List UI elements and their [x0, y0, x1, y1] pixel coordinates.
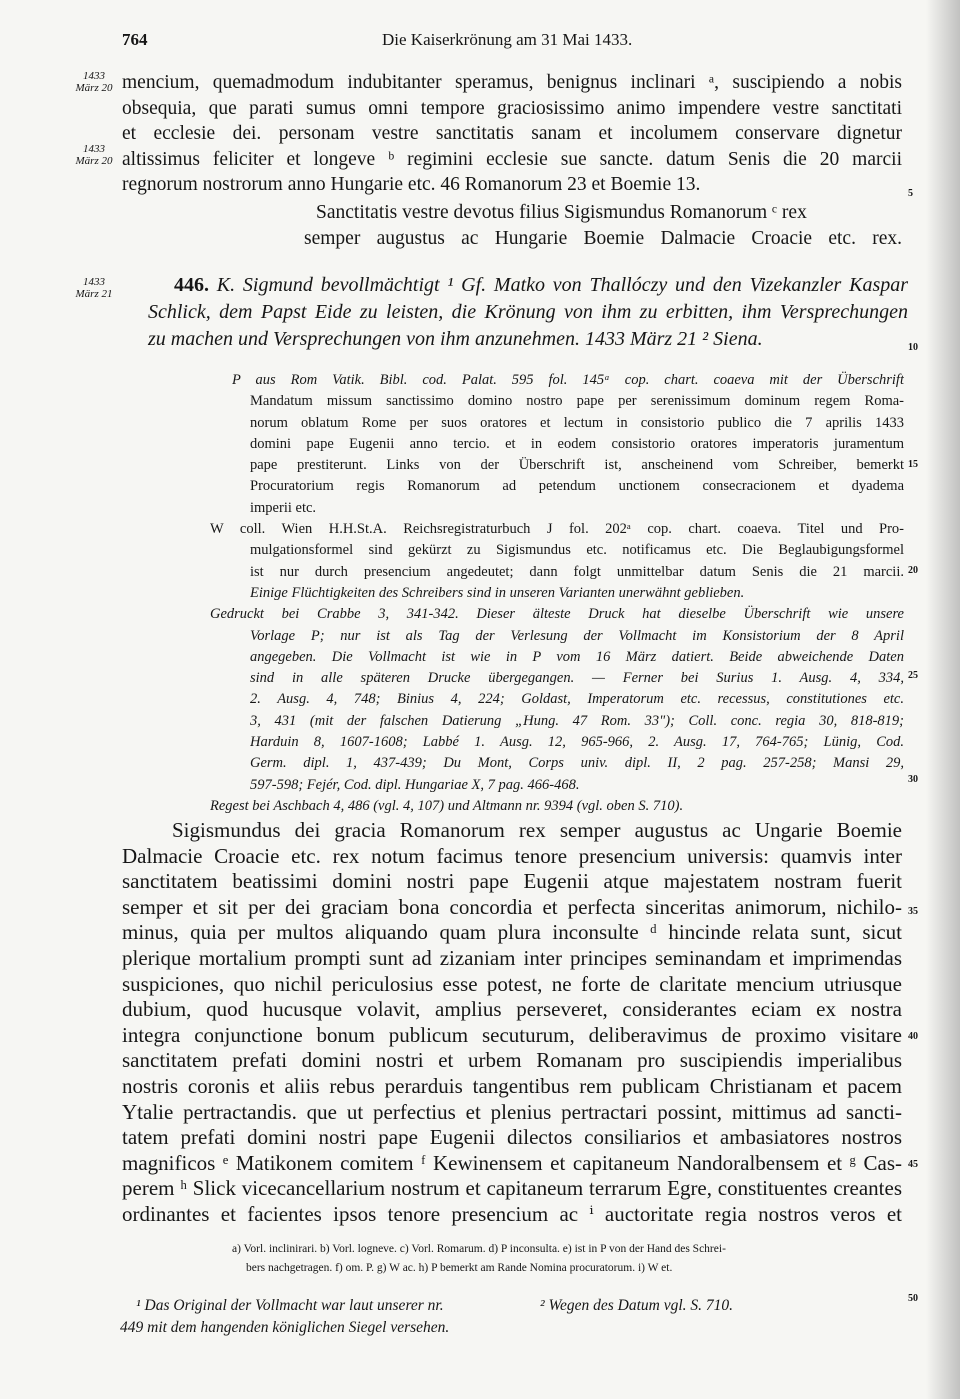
footnote-2: ² Wegen des Datum vgl. S. 710.	[540, 1297, 734, 1314]
apparatus-line: Procuratorium regis Romanorum ad petendum unctionem consecracionem et dyadema	[250, 478, 904, 495]
line-number: 25	[908, 670, 918, 681]
apparatus-line: pape prestiterunt. Links von der Überschrift ist, anscheinend vom Schreiber, bemerkt	[250, 457, 904, 474]
text-line: Ytalie pertractandis. que ut perfectius et plenius pertractari possint, mittimus ad sancti-	[122, 1099, 902, 1124]
text-line: minus, quia per multos aliquando quam plura inconsulte ᵈ hincinde relata sunt, sicut	[122, 920, 902, 945]
line-number: 5	[908, 188, 913, 199]
apparatus-line: Mandatum missum sanctissimo domino nostro pape per serenissimum dominum regem Roma-	[250, 393, 904, 410]
charter-text	[122, 818, 902, 1228]
apparatus-line: imperii etc.	[250, 499, 317, 516]
margin-date-day: März 21	[75, 288, 113, 300]
margin-date-year: 1433	[83, 276, 105, 288]
apparatus-line: 2. Ausg. 4, 748; Binius 4, 224; Goldast, Imperatorum etc. recessus, constitutiones etc.	[250, 691, 904, 708]
margin-date-day: März 20	[75, 155, 113, 167]
text-line: Dalmacie Croacie etc. rex notum facimus tenore presencium universis: quamvis inter	[122, 843, 902, 868]
source-apparatus	[210, 370, 904, 817]
text-line: suspiciones, quo nichil periculosius esse potest, ne forte de claritate mencium utriusque	[122, 971, 902, 996]
apparatus-line: 3, 431 (mit der falschen Datierung „Hung. 47 Rom. 33"); Coll. conc. regia 30, 818-819;	[250, 712, 904, 729]
line-number: 20	[908, 565, 918, 576]
text-line: nostris coronis et aliis rebus perarduis tangentibus rem publicam Christianam et pacem	[122, 1073, 902, 1098]
line-number: 15	[908, 459, 918, 470]
page-header	[122, 30, 902, 54]
text-line: altissimus feliciter et longeve ᵇ regimini ecclesie sue sancte. datum Senis die 20 marcii	[122, 148, 902, 170]
line-number: 45	[908, 1159, 918, 1170]
document-number: 446.	[174, 274, 209, 296]
variant-note-line: bers nachgetragen. f) om. P. g) W ac. h) P bemerkt am Rande Nomina procuratorum. i) W et.	[246, 1262, 673, 1274]
text-line: tatem prefati domini nostri pape Eugenii dilectos consiliarios et ambasiatores nostros	[122, 1125, 902, 1150]
previous-document-text	[122, 70, 902, 198]
apparatus-line: sind in alle späteren Drucke übergegangen. — Ferner bei Surius 1. Ausg. 4, 334,	[250, 670, 904, 687]
apparatus-line: Harduin 8, 1607-1608; Labbé 1. Ausg. 12, 965-966, 2. Ausg. 17, 764-765; Lünig, Cod.	[250, 734, 904, 751]
text-line: sanctitatem prefati domini nostri et urbem Romanam pro suscipiendis imperialibus	[122, 1048, 902, 1073]
text-line: Sigismundus dei gracia Romanorum rex semper augustus ac Ungarie Boemie	[172, 818, 902, 842]
apparatus-line: norum oblatum Rome per suos oratores et lectum in consistorio publico die 7 aprilis 1433	[250, 414, 904, 431]
footnote-1-cont: 449 mit dem hangenden königlichen Siegel versehen.	[120, 1319, 450, 1336]
line-number: 35	[908, 906, 918, 917]
apparatus-line: mulgationsformel sind gekürzt zu Sigismundus etc. notificamus etc. Die Beglaubigungsformel	[250, 542, 904, 559]
margin-date	[70, 276, 118, 300]
heading-line: Schlick, dem Papst Eide zu leisten, die Krönung von ihm zu erbitten, ihm Versprechungen	[148, 301, 908, 323]
signature-block	[304, 200, 902, 251]
margin-date-day: März 20	[75, 82, 113, 94]
text-line: obsequia, que parati sumus omni tempore graciosissimo animo impendere vestre sanctitati	[122, 97, 902, 119]
footnote-1: ¹ Das Original der Vollmacht war laut unserer nr.	[136, 1297, 444, 1314]
line-number: 10	[908, 342, 918, 353]
apparatus-line: Gedruckt bei Crabbe 3, 341-342. Dieser älteste Druck hat dieselbe Überschrift wie unsere	[210, 606, 904, 623]
text-line: magnificos ᵉ Matikonem comitem ᶠ Kewinensem et capitaneum Nandoralbensem et ᵍ Cas-	[122, 1150, 902, 1175]
apparatus-line: domini pape Eugenii anno tercio. et in eodem consistorio oratores imperatoris juramentum	[250, 435, 904, 452]
apparatus-line: 597-598; Fejér, Cod. dipl. Hungariae X, 7 pag. 466-468.	[250, 776, 580, 793]
apparatus-line: Germ. dipl. 1, 437-439; Du Mont, Corps univ. dipl. II, 2 pag. 257-258; Mansi 29,	[250, 755, 904, 772]
text-line: semper et sit per dei graciam bona concordia et perfecta sinceritas animorum, nichilo-	[122, 894, 902, 919]
text-line: dubium, quod hucusque volavit, amplius perseveret, considerantes eciam ex nostra	[122, 997, 902, 1022]
page-number: 764	[122, 30, 148, 49]
running-title: Die Kaiserkrönung am 31 Mai 1433.	[382, 30, 633, 49]
signature-line: Sanctitatis vestre devotus filius Sigismundus Romanorum ᶜ rex	[316, 202, 807, 223]
apparatus-line: Regest bei Aschbach 4, 486 (vgl. 4, 107) und Altmann nr. 9394 (vgl. oben S. 710).	[210, 797, 684, 814]
variant-note-line: a) Vorl. inclinirari. b) Vorl. logneve. c) Vorl. Romarum. d) P inconsulta. e) ist in P von der Hand des Schrei-	[232, 1243, 726, 1255]
margin-date-year: 1433	[83, 143, 105, 155]
document-heading	[148, 272, 908, 353]
heading-line: K. Sigmund bevollmächtigt ¹ Gf. Matko von Thallóczy und den Vizekanzler Kaspar	[216, 274, 909, 296]
apparatus-line: W coll. Wien H.H.St.A. Reichsregistraturbuch J fol. 202ᵃ cop. chart. coaeva. Titel und Pro-	[210, 521, 904, 538]
heading-line: zu machen und Versprechungen von ihm anzunehmen. 1433 März 21 ² Siena.	[148, 328, 763, 350]
margin-date	[70, 70, 118, 94]
line-number: 40	[908, 1031, 918, 1042]
line-number: 30	[908, 774, 918, 785]
variant-notes	[232, 1240, 908, 1278]
text-line: mencium, quemadmodum indubitanter speramus, benignus inclinari ᵃ, suscipiendo a nobis	[122, 72, 902, 93]
text-line: integra conjunctione bonum publicum secuturum, deliberavimus de proximo visitare	[122, 1022, 902, 1047]
margin-date	[70, 143, 118, 167]
signature-line: semper augustus ac Hungarie Boemie Dalmacie Croacie etc. rex.	[304, 227, 902, 249]
apparatus-line: Einige Flüchtigkeiten des Schreibers sind in unseren Varianten unerwähnt geblieben.	[250, 584, 745, 601]
apparatus-line: ist nur durch presencium angedeutet; dann folgt unmittelbar datum Senis die 21 marcii.	[250, 563, 904, 580]
page-edge-shadow	[926, 0, 960, 1399]
text-line: plerique mortalium prompti sunt ad zizaniam inter principes seminandam et imprimendas	[122, 945, 902, 970]
apparatus-line: angegeben. Die Vollmacht ist wie in P vom 16 März datiert. Beide abweichende Daten	[250, 648, 904, 665]
text-line: regnorum nostrorum anno Hungarie etc. 46 Romanorum 23 et Boemie 13.	[122, 174, 701, 196]
text-line: perem ʰ Slick vicecancellarium nostrum et capitaneum terrarum Egre, constituentes creantes	[122, 1176, 902, 1201]
margin-date-year: 1433	[83, 70, 105, 82]
apparatus-line: P aus Rom Vatik. Bibl. cod. Palat. 595 fol. 145ᵃ cop. chart. coaeva mit der Überschrift	[232, 372, 904, 388]
text-line: sanctitatem beatissimi domini nostri pape Eugenii atque majestatem nostram fuerit	[122, 869, 902, 894]
text-line: et ecclesie dei. personam vestre sanctitatis sanam et incolumem conservare dignetur	[122, 123, 902, 145]
apparatus-line: Vorlage P; nur ist als Tag der Verlesung der Vollmacht im Konsistorium der 8 April	[250, 627, 904, 644]
line-number: 50	[908, 1293, 918, 1304]
text-line: ordinantes et facientes ipsos tenore presencium ac ⁱ auctoritate regia nostros veros et	[122, 1201, 902, 1226]
